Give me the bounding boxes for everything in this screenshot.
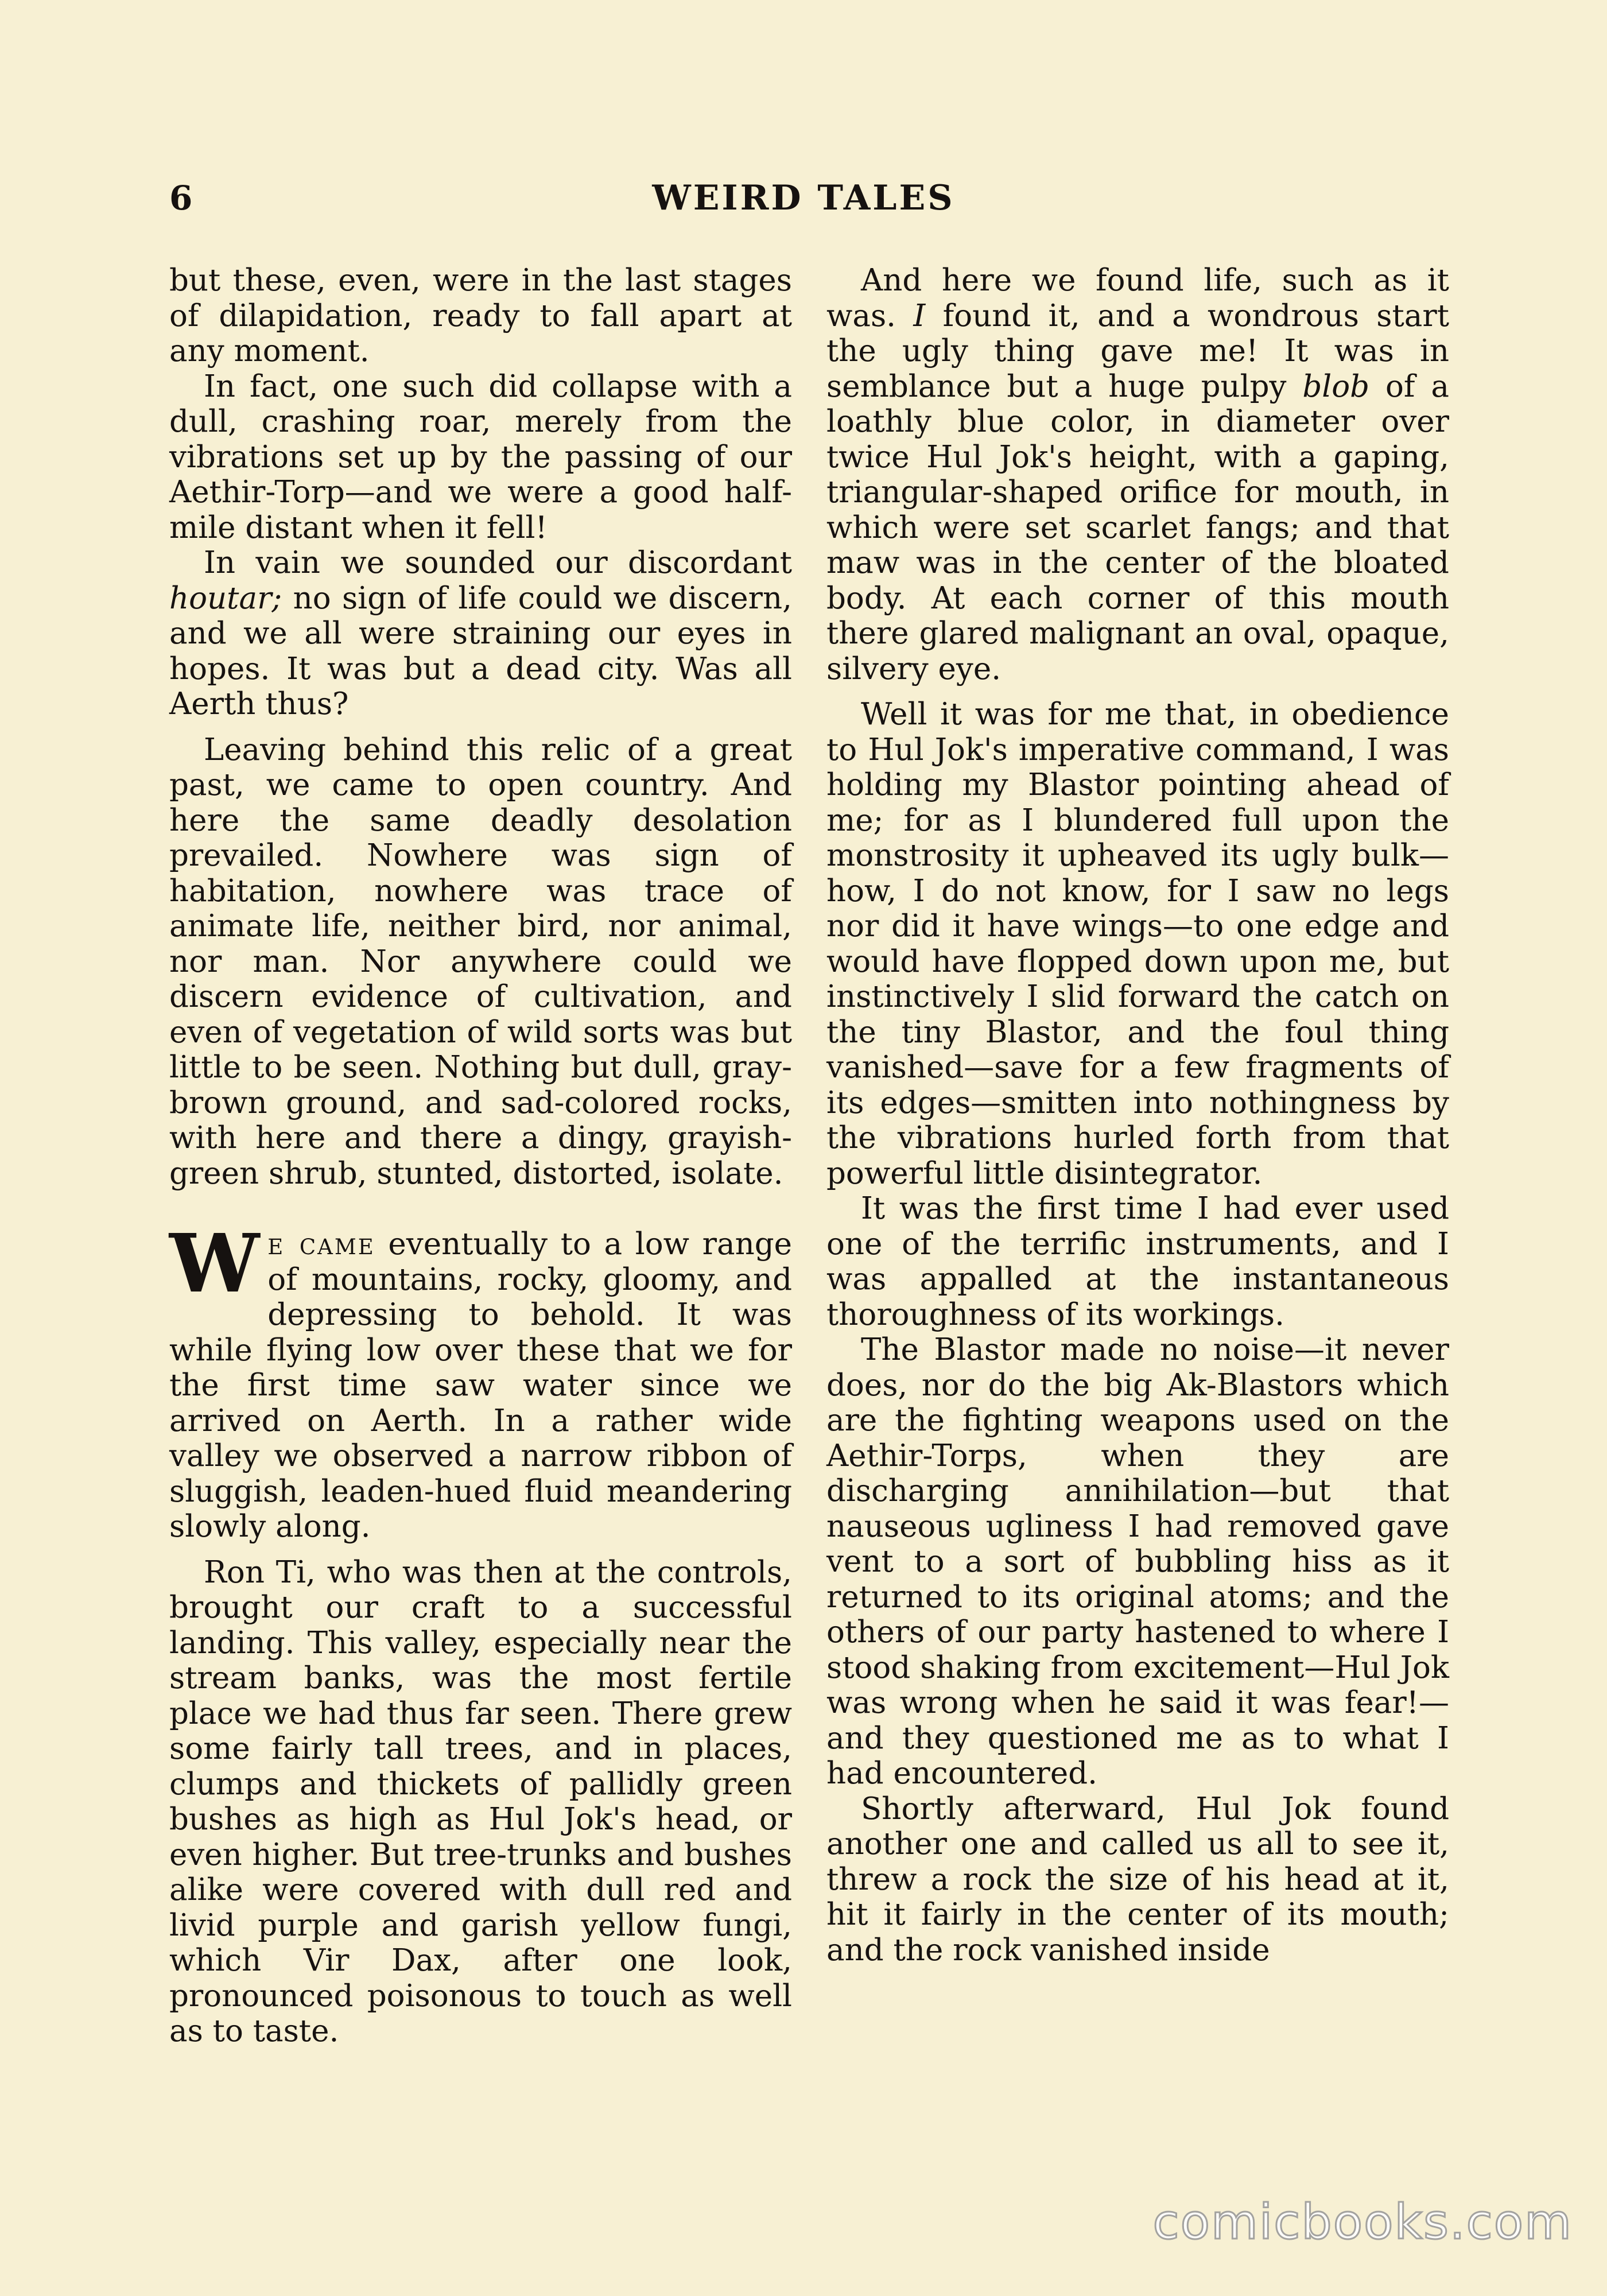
italic-word: I (913, 298, 926, 333)
small-caps-lead: e came (267, 1227, 375, 1262)
italic-word: houtar; (169, 580, 282, 616)
paragraph: Well it was for me that, in obedience to Hul Jok's imperative command, I was holding my Blastor pointing ahead of me; for as I blundered full upon the monstrosity it upheaved its ugly bulk—how, I do not know, for I saw no legs nor did it have wings—to one edge and would have flopped down upon me, but instinctively I slid forward the catch on the tiny Blastor, and the foul thing vanished—save for a few fragments of its edges—smitten into nothingness by the vibrations hurled forth from that powerful little disintegrator. (826, 697, 1449, 1191)
paragraph: In vain we sounded our discordant houtar; no sign of life could we discern, and we all were straining our eyes in hopes. It was but a dead city. Was all Aerth thus? (169, 545, 792, 722)
paragraph: It was the first time I had ever used one of the terrific instruments, and I was appalled at the instantaneous thoroughness of its workings. (826, 1191, 1449, 1332)
page-number: 6 (169, 179, 193, 218)
running-head: WEIRD TALES (652, 178, 955, 218)
right-column (826, 263, 1449, 1968)
drop-cap: W (169, 1217, 260, 1311)
page-header (166, 172, 1441, 224)
paragraph: Ron Ti, who was then at the controls, brought our craft to a successful landing. This valley, especially near the stream banks, was the most fertile place we had thus far seen. There grew some fairly tall trees, and in places, clumps and thickets of pallidly green bushes as high as Hul Jok's head, or even higher. But tree-trunks and bushes alike were covered with dull red and livid purple and garish yellow fungi, which Vir Dax, after one look, pronounced poisonous to touch as well as to taste. (169, 1554, 792, 2049)
italic-word: blob (1302, 369, 1370, 404)
left-column (169, 263, 792, 2049)
site-watermark: comicbooks.com (1152, 2194, 1573, 2250)
paragraph: In fact, one such did collapse with a dull, crashing roar, merely from the vibrations set up by the passing of our Aethir-Torp—and we were a good half-mile distant when it fell! (169, 369, 792, 545)
paragraph: but these, even, were in the last stages of dilapidation, ready to fall apart at any moment. (169, 263, 792, 369)
paragraph: Shortly afterward, Hul Jok found another one and called us all to see it, threw a rock the size of his head at it, hit it fairly in the center of its mouth; and the rock vanished inside (826, 1791, 1449, 1968)
paragraph: Leaving behind this relic of a great past, we came to open country. And here the same deadly desolation prevailed. Nowhere was sign of habitation, nowhere was trace of animate life, neither bird, nor animal, nor man. Nor anywhere could we discern evidence of cultivation, and even of vegetation of wild sorts was but little to be seen. Nothing but dull, gray-brown ground, and sad-colored rocks, with here and there a dingy, grayish-green shrub, stunted, distorted, isolate. (169, 732, 792, 1191)
paragraph: And here we found life, such as it was. I found it, and a wondrous start the ugly thing gave me! It was in semblance but a huge pulpy blob of a loathly blue color, in diameter over twice Hul Jok's height, with a gaping, triangular-shaped orifice for mouth, in which were set scarlet fangs; and that maw was in the center of the bloated body. At each corner of this mouth there glared malignant an oval, opaque, silvery eye. (826, 263, 1449, 687)
paragraph: The Blastor made no noise—it never does, nor do the big Ak-Blastors which are the fighting weapons used on the Aethir-Torps, when they are discharging annihilation—but that nauseous ugliness I had removed gave vent to a sort of bubbling hiss as it returned to its original atoms; and the others of our party hastened to where I stood shaking from excitement—Hul Jok was wrong when he said it was fear!—and they questioned me as to what I had encountered. (826, 1332, 1449, 1791)
section-opening-paragraph: We came eventually to a low range of mountains, rocky, gloomy, and depressing to behold. It was while flying low over these that we for the first time saw water since we arrived on Aerth. In a rather wide valley we observed a narrow ribbon of sluggish, leaden-hued fluid meandering slowly along. (169, 1217, 792, 1544)
